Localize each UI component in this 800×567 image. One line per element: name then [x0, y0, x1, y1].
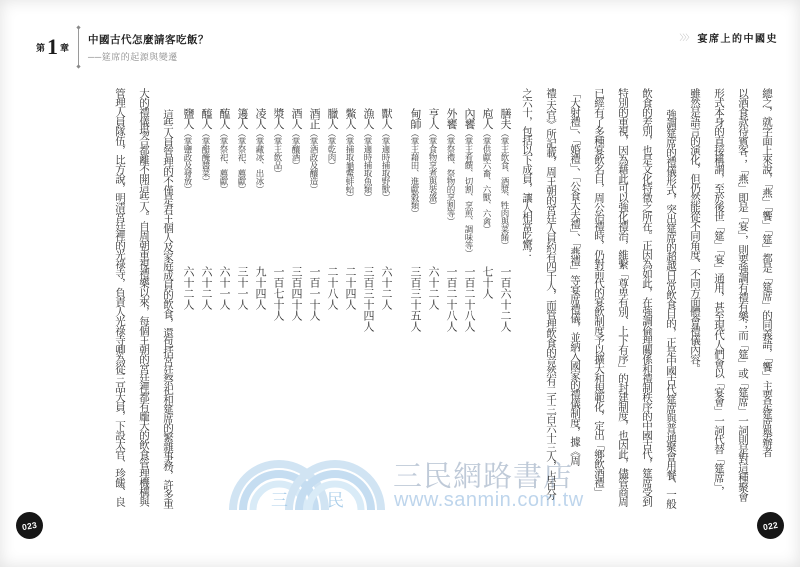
header-divider-line [77, 26, 80, 68]
staff-list-item [251, 88, 269, 505]
staff-count: 六十二人 [427, 266, 439, 310]
staff-gloss: （掌適時捕取魚類） [363, 129, 373, 201]
staff-list-item [197, 88, 215, 505]
staff-name: 醯人 [200, 108, 212, 129]
staff-list-item [478, 88, 496, 505]
chapter-titles [88, 32, 209, 63]
staff-name: 膳夫 [499, 108, 511, 129]
text-column: 「大射禮」、「婚禮」、「公食大夫禮」、「燕禮」等宴席禮儀，並納入國家的禮儀制度，據《周 [569, 88, 580, 465]
staff-name: 亨人 [427, 108, 439, 129]
chapter-digit: 1 [47, 34, 59, 59]
staff-count: 六十一人 [218, 266, 230, 310]
staff-gloss: （掌王飲品） [273, 129, 283, 177]
staff-name: 凌人 [254, 108, 266, 129]
staff-list-item [377, 88, 395, 505]
staff-name: 外饔 [445, 108, 457, 129]
page-number-left [16, 512, 43, 539]
running-header [680, 30, 779, 45]
staff-name: 鹽人 [182, 108, 194, 129]
staff-count: 六十二人 [200, 266, 212, 310]
staff-name: 醢人 [218, 108, 230, 129]
staff-list-item [496, 88, 514, 505]
staff-count: 三百三十四人 [362, 266, 374, 332]
staff-list-item [359, 88, 377, 505]
staff-list-item [305, 88, 323, 505]
staff-gloss: （掌祭祀、薦獻） [219, 129, 229, 193]
page-number-right [757, 512, 784, 539]
chapter-subtitle: ──筵席的起源與變遷 [88, 51, 178, 62]
watermark-brand-text: 三民網路書店 [393, 461, 574, 493]
text-column: 管理人員隊伍，比方說，明清宮廷裡的光祿寺，負責人光祿寺卿為從三品大員，下設太官、珍饈、良 [114, 88, 125, 506]
text-column: 特別的重視，因為藉此可以強化禮治，維繫「尊卑有別、上下有序」的封建制度，也因此，儘管商周 [617, 88, 628, 506]
divider-line [78, 29, 79, 65]
text-column: 之六十，包括以下成員，讓人相當吃驚： [521, 88, 532, 259]
staff-list-item [442, 88, 460, 505]
text-column: 禮·天官》所記載，周王朝的宮廷人員約有四千人，而管理飲食的竟然有二千三百六十三人，占百分 [545, 88, 556, 499]
staff-gloss: （掌供獻六畜、六獸、六禽） [482, 129, 492, 233]
logo-char-right: 民 [327, 491, 344, 510]
staff-list-item [233, 88, 251, 505]
page-number-right-label: 022 [762, 519, 779, 532]
book-title: 宴席上的中國史 [697, 34, 778, 45]
staff-count: 六十二人 [182, 266, 194, 310]
staff-count: 六十二人 [380, 266, 392, 310]
chevron-marks-icon: 〉〉〉 [679, 33, 693, 42]
divider-top-dot [76, 25, 80, 29]
logo-char-left: 三 [271, 491, 288, 510]
staff-count: 九十四人 [254, 266, 266, 310]
staff-count: 三百三十五人 [409, 266, 421, 332]
text-column: 以酒食款待賓客；「燕」即是「宴」，則要強調有禮有樂；而「筵」或「筵席」一詞則是對這種聚會 [737, 88, 748, 501]
staff-count: 三十一人 [236, 266, 248, 310]
staff-name: 酒人 [290, 108, 302, 129]
text-column: 總之，就字面上來說，「燕」「饗」「筵」都是「筵席」的同義語，「饗」主要是筵席舉辦者 [761, 88, 772, 457]
right-page-text-block [406, 88, 778, 508]
chapter-suffix: 章 [60, 42, 70, 53]
staff-name: 庖人 [481, 108, 493, 129]
chapter-prefix: 第 [36, 42, 46, 53]
staff-gloss: （掌藏冰、出冰） [255, 129, 265, 193]
staff-name: 甸師 [409, 108, 421, 129]
staff-gloss: （掌乾肉） [327, 129, 337, 169]
text-column: 形式本身的直接稱謂，至於後世「筵」「宴」通用，甚至現代人們會以「宴會」一詞代替「筵席」， [713, 88, 724, 496]
text-column: 大的禮儀場合都離不開這些人。自周朝重視禮樂以來，每個王朝的宮廷裡都有龐大的飲食管理機構與 [138, 88, 149, 506]
text-column: 已經有了多種宴飲名目，周公治禮時，仍對前代的宴飲制度予以擴大和規範化，定出「鄉飲酒禮」 [593, 88, 604, 497]
staff-gloss: （掌釀酒） [291, 129, 301, 169]
staff-count: 二十八人 [326, 266, 338, 310]
staff-name: 籩人 [236, 108, 248, 129]
staff-count: 一百七十人 [272, 266, 284, 321]
staff-name: 臘人 [326, 108, 338, 129]
staff-count: 七十人 [481, 266, 493, 299]
staff-count: 一百六十二人 [499, 266, 511, 332]
staff-list-item [341, 88, 359, 505]
staff-gloss: （掌王飲食、酒漿、牲肉與菜餚） [500, 129, 510, 249]
staff-gloss: （掌祭禮、祭物的烹割等） [446, 129, 456, 225]
staff-list-item [406, 88, 424, 505]
text-column: 雖然是語言的演化，但仍然能從不同角度、不同方面體會禮儀內容。 [689, 88, 700, 373]
staff-name: 鱉人 [344, 108, 356, 129]
staff-list-item [424, 88, 442, 505]
staff-gloss: （掌捕取龜鱉蚌蛤） [345, 129, 355, 201]
staff-name: 酒正 [308, 108, 320, 129]
staff-count: 二十四人 [344, 266, 356, 310]
staff-count: 一百二十八人 [445, 266, 457, 332]
staff-gloss: （掌食物烹煮與裝盛） [428, 129, 438, 209]
staff-gloss: （掌王藉田、進獻穀類） [410, 129, 420, 217]
staff-list-item [287, 88, 305, 505]
staff-list-item [179, 88, 197, 505]
staff-count: 一百一十人 [308, 266, 320, 321]
divider-bottom-dot [76, 64, 80, 68]
chapter-title: 中國古代怎麼請客吃飯？ [88, 33, 210, 46]
text-column: 這些人員管理的不僅是君王個人及家庭成員的飲食，還包括宮廷祭祀和筵席的繁雜事務，許多重 [162, 109, 173, 508]
left-page-text-block [107, 88, 395, 508]
staff-gloss: （掌酒政及釀造） [309, 129, 319, 193]
staff-name: 漁人 [362, 108, 374, 129]
staff-gloss: （掌適時捕取野獸） [381, 129, 391, 201]
text-column: 強調筵席的禮儀形式，突出筵席的超越日常飲食目的，正是中國古代筵席與普通聚會用餐、一般 [665, 109, 676, 508]
staff-name: 內饔 [463, 108, 475, 129]
text-column: 飲食的差別，也是文化特徵之所在。正因為如此，在強調倫理關係和禮制秩序的中國古代，筵席受到 [641, 88, 652, 506]
chapter-number [36, 36, 69, 58]
staff-count: 三百四十人 [290, 266, 302, 321]
staff-gloss: （掌祭祀、薦獻） [237, 129, 247, 193]
staff-name: 獸人 [380, 108, 392, 129]
staff-gloss: （掌鹽政及發放） [183, 129, 193, 193]
page-number-left-label: 023 [21, 519, 38, 532]
staff-name: 漿人 [272, 108, 284, 129]
staff-gloss: （掌醋醃醬菜） [201, 129, 211, 185]
watermark-url-text: www.sanmin.com.tw [394, 489, 584, 511]
chapter-header [36, 26, 209, 68]
staff-list-item [269, 88, 287, 505]
staff-count: 一百二十八人 [463, 266, 475, 332]
staff-list-item [460, 88, 478, 505]
staff-list-item [215, 88, 233, 505]
staff-gloss: （掌王肴饌、切割、烹煎、調味等） [464, 129, 474, 257]
staff-list-item [323, 88, 341, 505]
